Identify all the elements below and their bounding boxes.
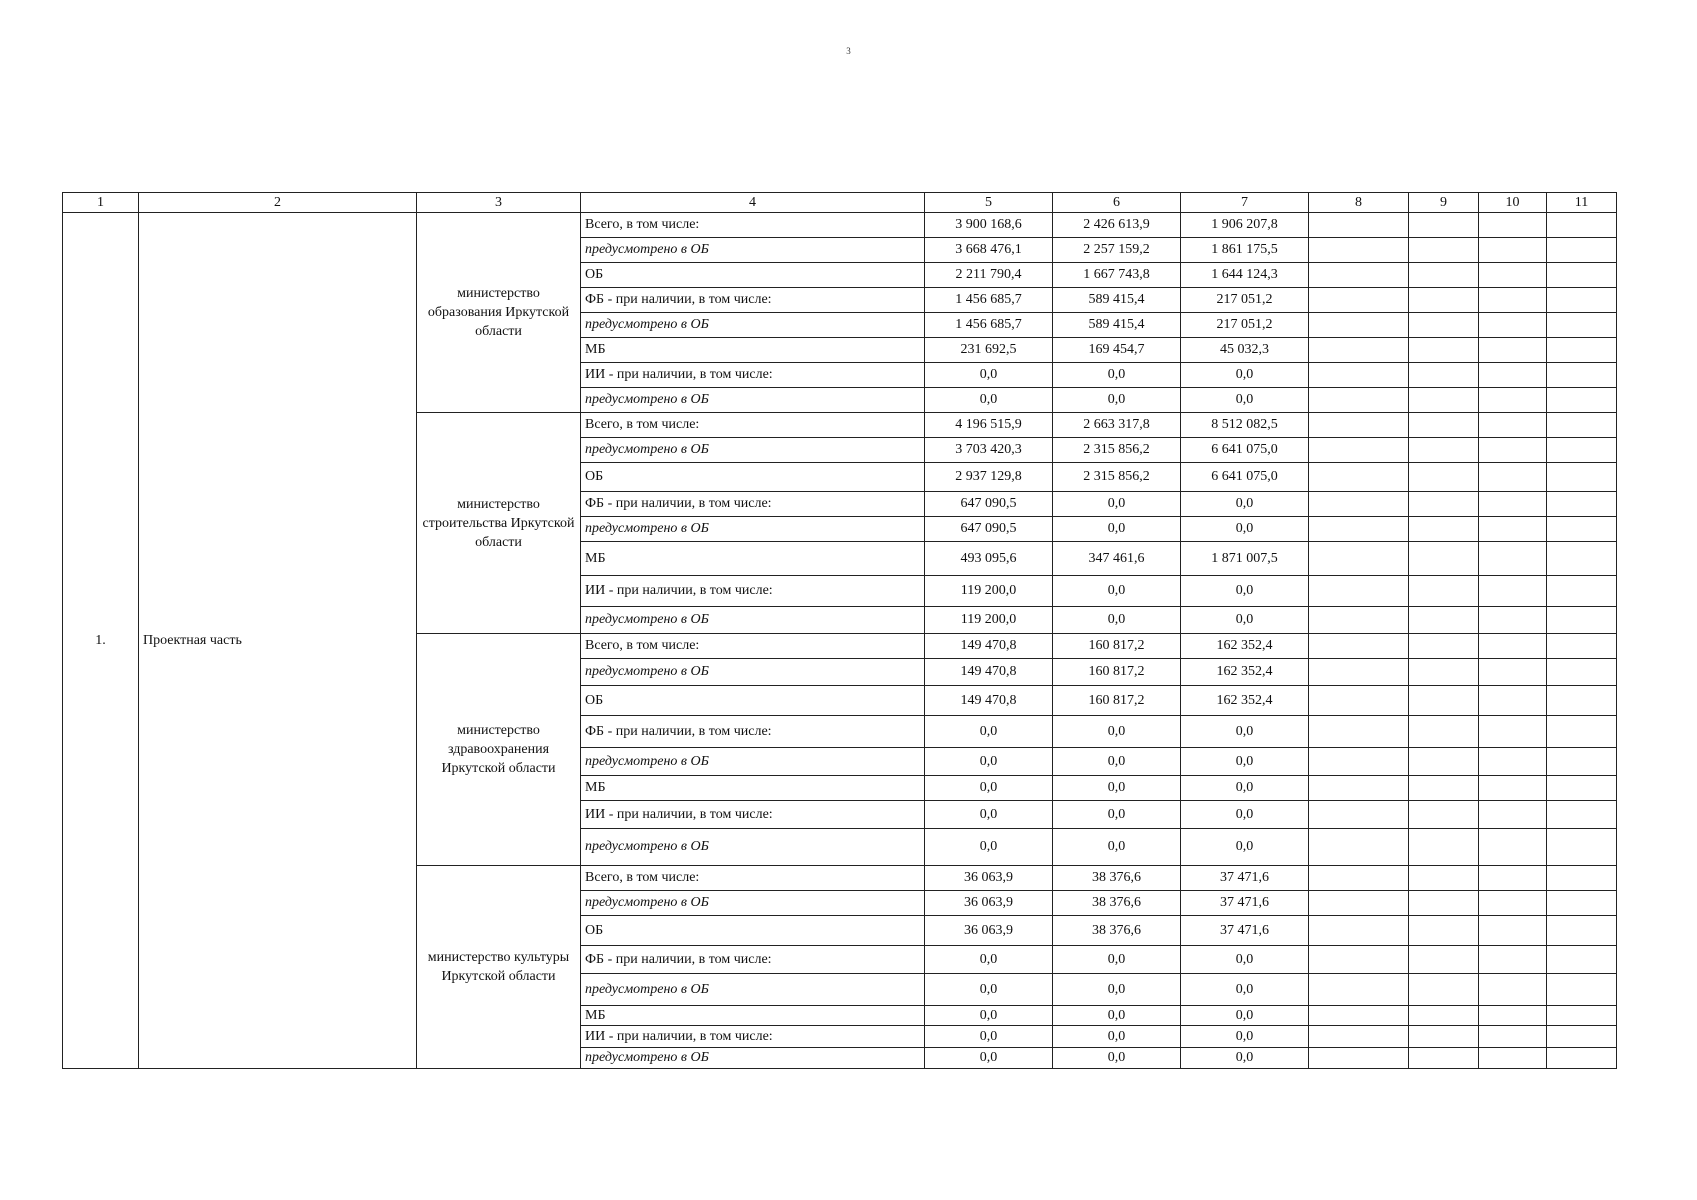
empty-cell-col-11 bbox=[1547, 776, 1617, 801]
empty-cell-col-11 bbox=[1547, 716, 1617, 748]
empty-cell-col-9 bbox=[1409, 388, 1479, 413]
value-col-6: 38 376,6 bbox=[1053, 916, 1181, 946]
value-col-7: 0,0 bbox=[1181, 576, 1309, 607]
value-col-6: 0,0 bbox=[1053, 363, 1181, 388]
value-col-6: 2 426 613,9 bbox=[1053, 213, 1181, 238]
col-header-11: 11 bbox=[1547, 193, 1617, 213]
empty-cell-col-10 bbox=[1479, 313, 1547, 338]
empty-cell-col-11 bbox=[1547, 576, 1617, 607]
empty-cell-col-8 bbox=[1309, 517, 1409, 542]
value-col-7: 0,0 bbox=[1181, 1006, 1309, 1026]
funding-source-label: ИИ - при наличии, в том числе: bbox=[581, 576, 925, 607]
funding-source-label: предусмотрено в ОБ bbox=[581, 829, 925, 866]
value-col-6: 0,0 bbox=[1053, 801, 1181, 829]
value-col-5: 0,0 bbox=[925, 1048, 1053, 1069]
value-col-7: 1 906 207,8 bbox=[1181, 213, 1309, 238]
funding-source-label: ОБ bbox=[581, 263, 925, 288]
empty-cell-col-9 bbox=[1409, 492, 1479, 517]
value-col-5: 0,0 bbox=[925, 776, 1053, 801]
value-col-5: 119 200,0 bbox=[925, 607, 1053, 634]
empty-cell-col-8 bbox=[1309, 776, 1409, 801]
value-col-6: 0,0 bbox=[1053, 716, 1181, 748]
value-col-7: 8 512 082,5 bbox=[1181, 413, 1309, 438]
empty-cell-col-11 bbox=[1547, 213, 1617, 238]
value-col-6: 38 376,6 bbox=[1053, 866, 1181, 891]
value-col-7: 0,0 bbox=[1181, 748, 1309, 776]
value-col-5: 647 090,5 bbox=[925, 492, 1053, 517]
value-col-7: 162 352,4 bbox=[1181, 686, 1309, 716]
row-name: Проектная часть bbox=[139, 213, 417, 1069]
value-col-6: 589 415,4 bbox=[1053, 313, 1181, 338]
value-col-7: 0,0 bbox=[1181, 363, 1309, 388]
empty-cell-col-8 bbox=[1309, 213, 1409, 238]
empty-cell-col-9 bbox=[1409, 607, 1479, 634]
empty-cell-col-9 bbox=[1409, 1026, 1479, 1048]
empty-cell-col-11 bbox=[1547, 263, 1617, 288]
value-col-5: 0,0 bbox=[925, 1026, 1053, 1048]
value-col-7: 162 352,4 bbox=[1181, 634, 1309, 659]
empty-cell-col-9 bbox=[1409, 363, 1479, 388]
value-col-6: 0,0 bbox=[1053, 776, 1181, 801]
empty-cell-col-9 bbox=[1409, 463, 1479, 492]
value-col-6: 589 415,4 bbox=[1053, 288, 1181, 313]
value-col-7: 217 051,2 bbox=[1181, 288, 1309, 313]
empty-cell-col-9 bbox=[1409, 238, 1479, 263]
value-col-6: 2 315 856,2 bbox=[1053, 463, 1181, 492]
value-col-7: 1 861 175,5 bbox=[1181, 238, 1309, 263]
empty-cell-col-9 bbox=[1409, 686, 1479, 716]
empty-cell-col-9 bbox=[1409, 716, 1479, 748]
value-col-5: 4 196 515,9 bbox=[925, 413, 1053, 438]
empty-cell-col-8 bbox=[1309, 974, 1409, 1006]
empty-cell-col-10 bbox=[1479, 946, 1547, 974]
empty-cell-col-11 bbox=[1547, 1006, 1617, 1026]
empty-cell-col-8 bbox=[1309, 263, 1409, 288]
value-col-7: 37 471,6 bbox=[1181, 891, 1309, 916]
empty-cell-col-10 bbox=[1479, 891, 1547, 916]
funding-source-label: ФБ - при наличии, в том числе: bbox=[581, 946, 925, 974]
empty-cell-col-10 bbox=[1479, 1048, 1547, 1069]
empty-cell-col-11 bbox=[1547, 413, 1617, 438]
value-col-7: 1 644 124,3 bbox=[1181, 263, 1309, 288]
value-col-6: 0,0 bbox=[1053, 748, 1181, 776]
empty-cell-col-9 bbox=[1409, 1048, 1479, 1069]
empty-cell-col-10 bbox=[1479, 974, 1547, 1006]
empty-cell-col-9 bbox=[1409, 829, 1479, 866]
empty-cell-col-8 bbox=[1309, 946, 1409, 974]
value-col-5: 149 470,8 bbox=[925, 634, 1053, 659]
value-col-7: 37 471,6 bbox=[1181, 916, 1309, 946]
value-col-5: 493 095,6 bbox=[925, 542, 1053, 576]
value-col-7: 0,0 bbox=[1181, 1026, 1309, 1048]
empty-cell-col-8 bbox=[1309, 686, 1409, 716]
value-col-7: 0,0 bbox=[1181, 801, 1309, 829]
empty-cell-col-10 bbox=[1479, 866, 1547, 891]
empty-cell-col-9 bbox=[1409, 801, 1479, 829]
empty-cell-col-11 bbox=[1547, 686, 1617, 716]
empty-cell-col-9 bbox=[1409, 1006, 1479, 1026]
funding-source-label: ИИ - при наличии, в том числе: bbox=[581, 363, 925, 388]
empty-cell-col-11 bbox=[1547, 238, 1617, 263]
col-header-1: 1 bbox=[63, 193, 139, 213]
value-col-5: 647 090,5 bbox=[925, 517, 1053, 542]
empty-cell-col-8 bbox=[1309, 288, 1409, 313]
empty-cell-col-11 bbox=[1547, 866, 1617, 891]
empty-cell-col-11 bbox=[1547, 438, 1617, 463]
funding-source-label: предусмотрено в ОБ bbox=[581, 388, 925, 413]
empty-cell-col-10 bbox=[1479, 1006, 1547, 1026]
empty-cell-col-11 bbox=[1547, 363, 1617, 388]
value-col-5: 0,0 bbox=[925, 748, 1053, 776]
col-header-2: 2 bbox=[139, 193, 417, 213]
empty-cell-col-10 bbox=[1479, 463, 1547, 492]
empty-cell-col-10 bbox=[1479, 238, 1547, 263]
empty-cell-col-9 bbox=[1409, 776, 1479, 801]
col-header-8: 8 bbox=[1309, 193, 1409, 213]
empty-cell-col-8 bbox=[1309, 634, 1409, 659]
empty-cell-col-8 bbox=[1309, 463, 1409, 492]
empty-cell-col-11 bbox=[1547, 748, 1617, 776]
funding-source-label: ОБ bbox=[581, 916, 925, 946]
value-col-5: 1 456 685,7 bbox=[925, 288, 1053, 313]
value-col-6: 0,0 bbox=[1053, 607, 1181, 634]
funding-source-label: Всего, в том числе: bbox=[581, 213, 925, 238]
empty-cell-col-11 bbox=[1547, 607, 1617, 634]
empty-cell-col-11 bbox=[1547, 1048, 1617, 1069]
col-header-7: 7 bbox=[1181, 193, 1309, 213]
value-col-5: 149 470,8 bbox=[925, 686, 1053, 716]
value-col-6: 38 376,6 bbox=[1053, 891, 1181, 916]
empty-cell-col-11 bbox=[1547, 1026, 1617, 1048]
value-col-7: 217 051,2 bbox=[1181, 313, 1309, 338]
funding-source-label: ОБ bbox=[581, 686, 925, 716]
empty-cell-col-10 bbox=[1479, 829, 1547, 866]
value-col-6: 0,0 bbox=[1053, 1048, 1181, 1069]
empty-cell-col-8 bbox=[1309, 1048, 1409, 1069]
empty-cell-col-8 bbox=[1309, 829, 1409, 866]
value-col-6: 0,0 bbox=[1053, 388, 1181, 413]
value-col-7: 0,0 bbox=[1181, 607, 1309, 634]
ministry-name: министерство культуры Иркутской области bbox=[417, 866, 581, 1069]
table-row bbox=[63, 213, 1617, 238]
empty-cell-col-8 bbox=[1309, 313, 1409, 338]
empty-cell-col-8 bbox=[1309, 363, 1409, 388]
funding-source-label: ИИ - при наличии, в том числе: bbox=[581, 801, 925, 829]
empty-cell-col-9 bbox=[1409, 891, 1479, 916]
funding-source-label: ФБ - при наличии, в том числе: bbox=[581, 492, 925, 517]
empty-cell-col-11 bbox=[1547, 542, 1617, 576]
empty-cell-col-11 bbox=[1547, 338, 1617, 363]
value-col-5: 36 063,9 bbox=[925, 866, 1053, 891]
empty-cell-col-11 bbox=[1547, 288, 1617, 313]
empty-cell-col-8 bbox=[1309, 916, 1409, 946]
empty-cell-col-10 bbox=[1479, 634, 1547, 659]
funding-source-label: предусмотрено в ОБ bbox=[581, 313, 925, 338]
value-col-5: 36 063,9 bbox=[925, 916, 1053, 946]
empty-cell-col-9 bbox=[1409, 659, 1479, 686]
empty-cell-col-10 bbox=[1479, 776, 1547, 801]
value-col-5: 0,0 bbox=[925, 363, 1053, 388]
value-col-5: 119 200,0 bbox=[925, 576, 1053, 607]
empty-cell-col-8 bbox=[1309, 576, 1409, 607]
empty-cell-col-11 bbox=[1547, 634, 1617, 659]
empty-cell-col-9 bbox=[1409, 974, 1479, 1006]
value-col-6: 0,0 bbox=[1053, 492, 1181, 517]
funding-source-label: Всего, в том числе: bbox=[581, 634, 925, 659]
value-col-7: 0,0 bbox=[1181, 829, 1309, 866]
value-col-5: 0,0 bbox=[925, 388, 1053, 413]
empty-cell-col-10 bbox=[1479, 542, 1547, 576]
funding-source-label: ОБ bbox=[581, 463, 925, 492]
value-col-6: 1 667 743,8 bbox=[1053, 263, 1181, 288]
value-col-7: 6 641 075,0 bbox=[1181, 463, 1309, 492]
empty-cell-col-10 bbox=[1479, 213, 1547, 238]
ministry-name: министерство образования Иркутской области bbox=[417, 213, 581, 413]
empty-cell-col-10 bbox=[1479, 413, 1547, 438]
value-col-6: 160 817,2 bbox=[1053, 634, 1181, 659]
value-col-7: 0,0 bbox=[1181, 776, 1309, 801]
value-col-5: 3 703 420,3 bbox=[925, 438, 1053, 463]
funding-source-label: МБ bbox=[581, 542, 925, 576]
empty-cell-col-10 bbox=[1479, 716, 1547, 748]
value-col-7: 0,0 bbox=[1181, 946, 1309, 974]
value-col-5: 1 456 685,7 bbox=[925, 313, 1053, 338]
empty-cell-col-9 bbox=[1409, 263, 1479, 288]
empty-cell-col-8 bbox=[1309, 542, 1409, 576]
empty-cell-col-8 bbox=[1309, 866, 1409, 891]
row-index: 1. bbox=[63, 213, 139, 1069]
empty-cell-col-9 bbox=[1409, 748, 1479, 776]
empty-cell-col-9 bbox=[1409, 213, 1479, 238]
empty-cell-col-9 bbox=[1409, 338, 1479, 363]
value-col-6: 160 817,2 bbox=[1053, 659, 1181, 686]
empty-cell-col-10 bbox=[1479, 801, 1547, 829]
empty-cell-col-10 bbox=[1479, 363, 1547, 388]
funding-source-label: ФБ - при наличии, в том числе: bbox=[581, 288, 925, 313]
value-col-7: 1 871 007,5 bbox=[1181, 542, 1309, 576]
empty-cell-col-11 bbox=[1547, 463, 1617, 492]
value-col-6: 0,0 bbox=[1053, 974, 1181, 1006]
value-col-5: 0,0 bbox=[925, 801, 1053, 829]
empty-cell-col-8 bbox=[1309, 438, 1409, 463]
col-header-5: 5 bbox=[925, 193, 1053, 213]
value-col-6: 160 817,2 bbox=[1053, 686, 1181, 716]
funding-source-label: Всего, в том числе: bbox=[581, 413, 925, 438]
value-col-7: 0,0 bbox=[1181, 1048, 1309, 1069]
funding-source-label: МБ bbox=[581, 776, 925, 801]
empty-cell-col-9 bbox=[1409, 916, 1479, 946]
empty-cell-col-10 bbox=[1479, 338, 1547, 363]
funding-source-label: предусмотрено в ОБ bbox=[581, 1048, 925, 1069]
funding-source-label: ФБ - при наличии, в том числе: bbox=[581, 716, 925, 748]
empty-cell-col-8 bbox=[1309, 748, 1409, 776]
empty-cell-col-10 bbox=[1479, 686, 1547, 716]
funding-source-label: предусмотрено в ОБ bbox=[581, 659, 925, 686]
value-col-6: 347 461,6 bbox=[1053, 542, 1181, 576]
empty-cell-col-9 bbox=[1409, 413, 1479, 438]
empty-cell-col-8 bbox=[1309, 891, 1409, 916]
empty-cell-col-10 bbox=[1479, 263, 1547, 288]
empty-cell-col-8 bbox=[1309, 716, 1409, 748]
funding-source-label: ИИ - при наличии, в том числе: bbox=[581, 1026, 925, 1048]
empty-cell-col-11 bbox=[1547, 388, 1617, 413]
empty-cell-col-11 bbox=[1547, 829, 1617, 866]
empty-cell-col-8 bbox=[1309, 388, 1409, 413]
empty-cell-col-11 bbox=[1547, 891, 1617, 916]
value-col-6: 2 257 159,2 bbox=[1053, 238, 1181, 263]
value-col-6: 169 454,7 bbox=[1053, 338, 1181, 363]
empty-cell-col-11 bbox=[1547, 659, 1617, 686]
funding-source-label: предусмотрено в ОБ bbox=[581, 438, 925, 463]
funding-source-label: предусмотрено в ОБ bbox=[581, 891, 925, 916]
funding-source-label: предусмотрено в ОБ bbox=[581, 517, 925, 542]
value-col-5: 36 063,9 bbox=[925, 891, 1053, 916]
value-col-6: 0,0 bbox=[1053, 829, 1181, 866]
value-col-6: 0,0 bbox=[1053, 576, 1181, 607]
value-col-7: 6 641 075,0 bbox=[1181, 438, 1309, 463]
budget-table bbox=[62, 192, 1617, 1069]
value-col-6: 0,0 bbox=[1053, 1026, 1181, 1048]
empty-cell-col-11 bbox=[1547, 313, 1617, 338]
funding-source-label: Всего, в том числе: bbox=[581, 866, 925, 891]
empty-cell-col-9 bbox=[1409, 946, 1479, 974]
funding-source-label: предусмотрено в ОБ bbox=[581, 238, 925, 263]
value-col-7: 37 471,6 bbox=[1181, 866, 1309, 891]
value-col-6: 0,0 bbox=[1053, 517, 1181, 542]
funding-source-label: предусмотрено в ОБ bbox=[581, 607, 925, 634]
ministry-name: министерство строительства Иркутской области bbox=[417, 413, 581, 634]
empty-cell-col-8 bbox=[1309, 1026, 1409, 1048]
value-col-5: 0,0 bbox=[925, 946, 1053, 974]
empty-cell-col-9 bbox=[1409, 634, 1479, 659]
empty-cell-col-8 bbox=[1309, 659, 1409, 686]
empty-cell-col-8 bbox=[1309, 338, 1409, 363]
value-col-5: 0,0 bbox=[925, 716, 1053, 748]
empty-cell-col-10 bbox=[1479, 288, 1547, 313]
empty-cell-col-9 bbox=[1409, 542, 1479, 576]
empty-cell-col-10 bbox=[1479, 576, 1547, 607]
empty-cell-col-11 bbox=[1547, 492, 1617, 517]
col-header-9: 9 bbox=[1409, 193, 1479, 213]
empty-cell-col-9 bbox=[1409, 576, 1479, 607]
empty-cell-col-11 bbox=[1547, 974, 1617, 1006]
value-col-6: 2 315 856,2 bbox=[1053, 438, 1181, 463]
value-col-7: 0,0 bbox=[1181, 974, 1309, 1006]
empty-cell-col-10 bbox=[1479, 388, 1547, 413]
empty-cell-col-10 bbox=[1479, 517, 1547, 542]
funding-source-label: предусмотрено в ОБ bbox=[581, 748, 925, 776]
empty-cell-col-10 bbox=[1479, 492, 1547, 517]
empty-cell-col-8 bbox=[1309, 238, 1409, 263]
value-col-7: 0,0 bbox=[1181, 517, 1309, 542]
empty-cell-col-10 bbox=[1479, 1026, 1547, 1048]
value-col-7: 45 032,3 bbox=[1181, 338, 1309, 363]
empty-cell-col-11 bbox=[1547, 801, 1617, 829]
col-header-6: 6 bbox=[1053, 193, 1181, 213]
value-col-7: 0,0 bbox=[1181, 388, 1309, 413]
empty-cell-col-10 bbox=[1479, 438, 1547, 463]
empty-cell-col-8 bbox=[1309, 607, 1409, 634]
value-col-5: 3 900 168,6 bbox=[925, 213, 1053, 238]
value-col-7: 0,0 bbox=[1181, 492, 1309, 517]
empty-cell-col-9 bbox=[1409, 517, 1479, 542]
empty-cell-col-9 bbox=[1409, 288, 1479, 313]
value-col-5: 2 937 129,8 bbox=[925, 463, 1053, 492]
value-col-5: 0,0 bbox=[925, 974, 1053, 1006]
value-col-5: 231 692,5 bbox=[925, 338, 1053, 363]
value-col-5: 3 668 476,1 bbox=[925, 238, 1053, 263]
empty-cell-col-11 bbox=[1547, 916, 1617, 946]
value-col-5: 0,0 bbox=[925, 829, 1053, 866]
value-col-5: 0,0 bbox=[925, 1006, 1053, 1026]
ministry-name: министерство здравоохранения Иркутской области bbox=[417, 634, 581, 866]
col-header-3: 3 bbox=[417, 193, 581, 213]
col-header-4: 4 bbox=[581, 193, 925, 213]
empty-cell-col-9 bbox=[1409, 313, 1479, 338]
value-col-5: 2 211 790,4 bbox=[925, 263, 1053, 288]
value-col-7: 162 352,4 bbox=[1181, 659, 1309, 686]
value-col-6: 0,0 bbox=[1053, 946, 1181, 974]
empty-cell-col-10 bbox=[1479, 607, 1547, 634]
value-col-6: 0,0 bbox=[1053, 1006, 1181, 1026]
funding-source-label: МБ bbox=[581, 1006, 925, 1026]
empty-cell-col-8 bbox=[1309, 801, 1409, 829]
page-number: 3 bbox=[846, 46, 851, 56]
empty-cell-col-10 bbox=[1479, 916, 1547, 946]
table-body bbox=[63, 213, 1617, 1069]
empty-cell-col-10 bbox=[1479, 659, 1547, 686]
funding-source-label: МБ bbox=[581, 338, 925, 363]
funding-source-label: предусмотрено в ОБ bbox=[581, 974, 925, 1006]
empty-cell-col-10 bbox=[1479, 748, 1547, 776]
value-col-6: 2 663 317,8 bbox=[1053, 413, 1181, 438]
empty-cell-col-9 bbox=[1409, 866, 1479, 891]
value-col-7: 0,0 bbox=[1181, 716, 1309, 748]
header-row bbox=[63, 193, 1617, 213]
empty-cell-col-11 bbox=[1547, 946, 1617, 974]
empty-cell-col-11 bbox=[1547, 517, 1617, 542]
empty-cell-col-8 bbox=[1309, 413, 1409, 438]
col-header-10: 10 bbox=[1479, 193, 1547, 213]
empty-cell-col-8 bbox=[1309, 492, 1409, 517]
empty-cell-col-9 bbox=[1409, 438, 1479, 463]
empty-cell-col-8 bbox=[1309, 1006, 1409, 1026]
value-col-5: 149 470,8 bbox=[925, 659, 1053, 686]
